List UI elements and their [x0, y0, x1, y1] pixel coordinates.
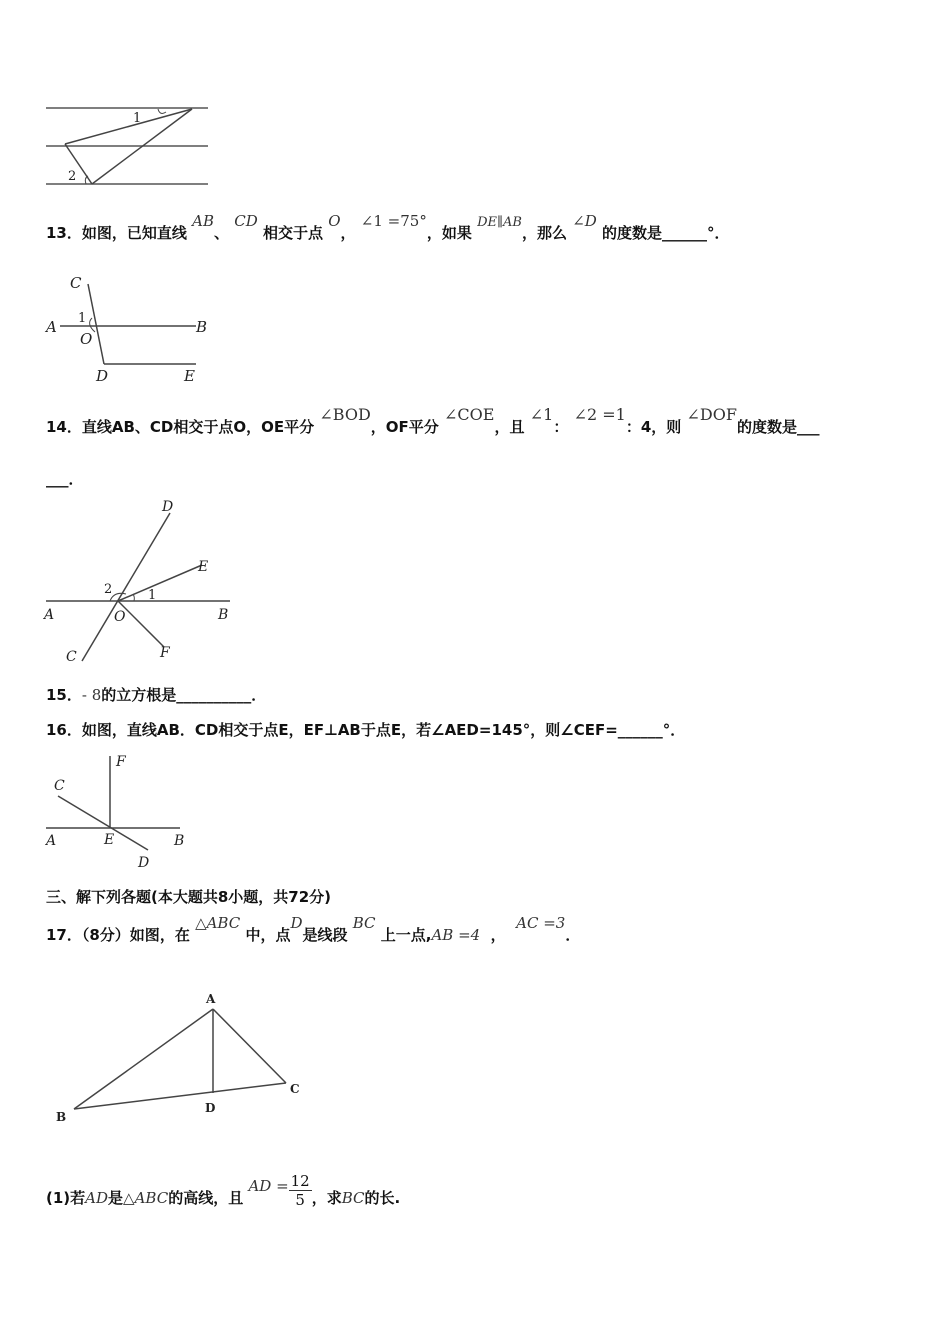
fig16-F: F	[116, 754, 126, 770]
q14-math-angle1: ∠1	[529, 405, 554, 424]
fig13-O: O	[80, 330, 93, 348]
q14-continuation: ___．	[46, 470, 84, 488]
q13-math-cd: CD	[234, 212, 258, 230]
figure-q16	[40, 750, 200, 875]
q16-number: 16．	[46, 721, 82, 739]
q17-math-bc: BC	[352, 914, 376, 932]
question-15: 15．- 8的立方根是__________．	[46, 686, 267, 704]
fig12-label-1: 1	[133, 111, 142, 126]
fig14-2: 2	[104, 582, 113, 597]
fig16-E: E	[104, 832, 115, 848]
q13-math-angle: ∠1 =75°	[360, 212, 427, 230]
fig12-label-2: 2	[68, 169, 77, 184]
fig13-D: D	[96, 367, 109, 385]
q14-math-dof: ∠DOF	[686, 405, 737, 424]
q14-math-angle2: ∠2 =1	[573, 405, 626, 424]
q13-math-parallel: DE∥AB	[477, 215, 522, 230]
fig14-1: 1	[148, 588, 157, 603]
q17-math-triangle: △ABC	[195, 914, 241, 932]
q15-number: 15．	[46, 686, 82, 704]
fig13-E: E	[184, 367, 195, 385]
fig16-D: D	[138, 855, 150, 871]
fig17-D: D	[205, 1101, 216, 1115]
fig16-A: A	[46, 833, 57, 849]
fig14-A: A	[44, 607, 55, 623]
fig13-C: C	[70, 274, 82, 292]
fig16-B: B	[174, 833, 185, 849]
q14-number: 14．	[46, 418, 82, 436]
fig14-C: C	[66, 649, 77, 665]
fig14-D: D	[162, 499, 174, 515]
question-17-part-1: (1)若AD是△ABC的高线，且 AD = $\frac{12}{5}$ ，求BC的长.	[46, 1172, 401, 1209]
q17-1-math-bc: BC	[341, 1189, 365, 1207]
q15-value: - 8	[81, 686, 102, 704]
q14-math-bod: ∠BOD	[319, 405, 371, 424]
figure-q17	[40, 975, 310, 1135]
q17-1-math-ad-eq: AD =	[248, 1177, 289, 1195]
fig14-O: O	[114, 609, 126, 625]
fig13-A: A	[46, 318, 57, 336]
figure-q14	[40, 495, 240, 670]
fig16-C: C	[54, 778, 65, 794]
question-13: 13．如图，已知直线 AB、 CD 相交于点 O， ∠1 =75°，如果 DE∥AB，那么 ∠D 的度数是______°．	[46, 212, 730, 242]
fig14-B: B	[218, 607, 229, 623]
q17-math-d: D	[290, 914, 303, 932]
fig13-1: 1	[78, 311, 87, 326]
figure-q13	[40, 268, 220, 388]
q17-math-ac: AC =3	[516, 914, 566, 932]
fig17-B: B	[56, 1110, 67, 1124]
q17-number: 17．	[46, 926, 82, 944]
fig17-A: A	[206, 992, 216, 1006]
fraction-numerator: 12	[290, 1172, 310, 1190]
figure-q12	[40, 100, 220, 195]
q17-1-math-triangle: △ABC	[123, 1189, 169, 1207]
question-14: 14．直线AB、CD相交于点O，OE平分 ∠BOD，OF平分 ∠COE，且 ∠1： ∠2 =1：4，则 ∠DOF的度数是___	[46, 405, 820, 436]
q13-math-d: ∠D	[572, 212, 597, 230]
fig17-C: C	[290, 1082, 300, 1096]
fig14-E: E	[198, 559, 209, 575]
q17-1-math-ad: AD	[85, 1189, 109, 1207]
q14-math-coe: ∠COE	[444, 405, 495, 424]
section-3-heading: 三、解下列各题(本大题共8小题，共72分)	[46, 888, 332, 906]
question-16: 16．如图，直线AB．CD相交于点E，EF⊥AB于点E，若∠AED=145°，则∠CEF=______°．	[46, 721, 686, 739]
q17-math-ab: AB =4	[431, 926, 481, 944]
fig14-F: F	[160, 645, 170, 661]
fraction-denominator: 5	[295, 1191, 305, 1209]
fig13-B: B	[196, 318, 208, 336]
question-17: 17．（8分）如图，在 △ABC 中，点D是线段 BC 上一点,AB =4 ， AC =3．	[46, 914, 581, 944]
q13-number: 13．	[46, 224, 82, 242]
q13-math-o: O	[328, 212, 341, 230]
q13-math-ab: AB	[192, 212, 214, 230]
q17-1-fraction	[289, 1172, 312, 1209]
